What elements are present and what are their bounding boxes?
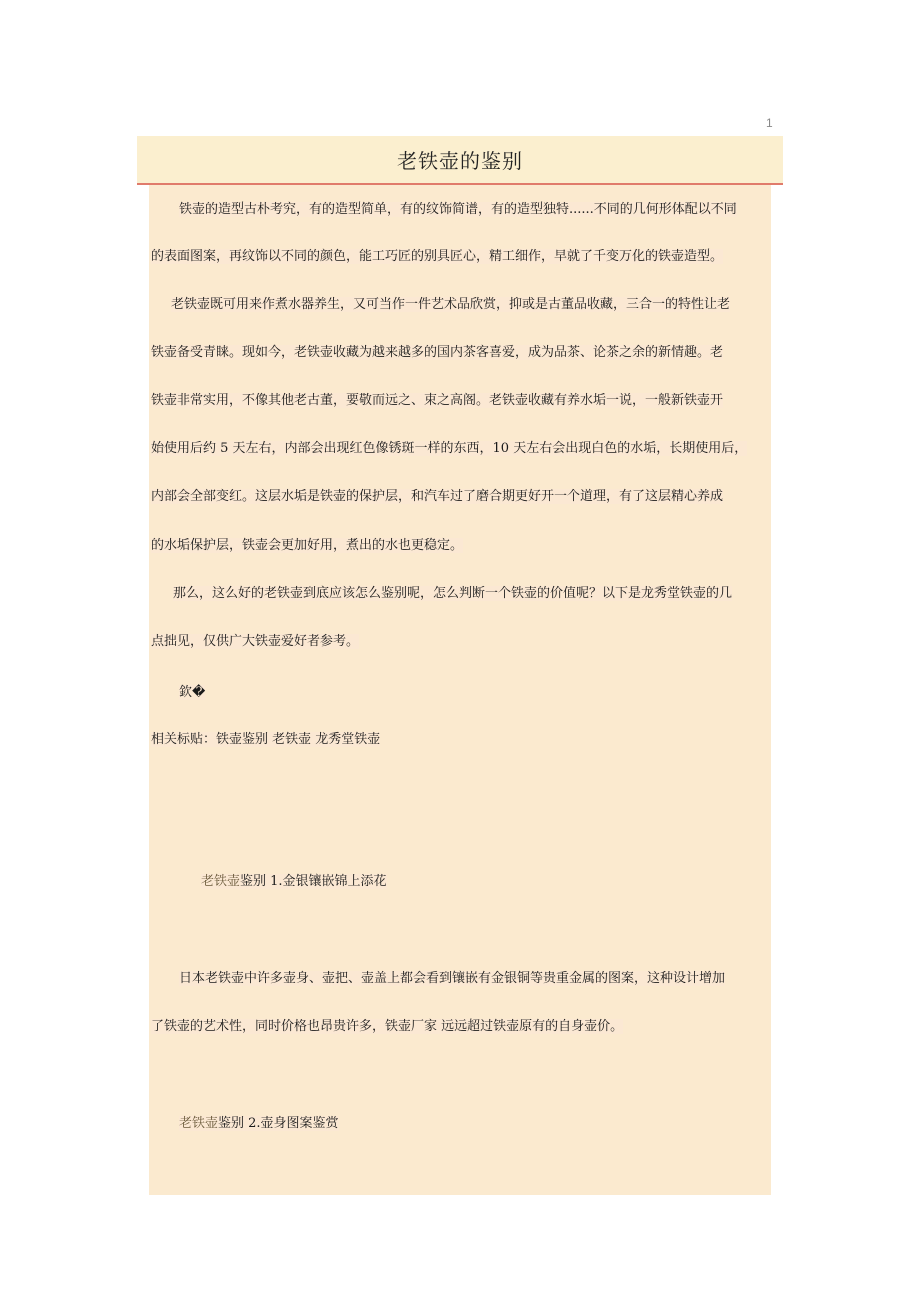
- related-tags: 相关标贴：铁壶鉴别 老铁壶 龙秀堂铁壶: [151, 732, 381, 747]
- page-number: 1: [766, 116, 773, 130]
- section-1-heading: 老铁壶鉴别 1.金银镶嵌锦上添花: [201, 874, 387, 889]
- paragraph-2-line-6: 的水垢保护层，铁壶会更加好用，煮出的水也更稳定。: [151, 538, 464, 553]
- garbled-text: 欽�: [179, 685, 206, 700]
- paragraph-2-line-3: 铁壶非常实用，不像其他老古董，要敬而远之、束之高阁。老铁壶收藏有养水垢一说，一般新铁壶开: [151, 393, 724, 408]
- paragraph-1-line-1: 铁壶的造型古朴考究，有的造型简单，有的纹饰简谱，有的造型独特......不同的几何形体配以不同: [179, 202, 737, 217]
- section-1-body-line-2: 了铁壶的艺术性，同时价格也昂贵许多，铁壶厂家 远远超过铁壶原有的自身壶价。: [151, 1019, 624, 1034]
- paragraph-3-line-1: 那么，这么好的老铁壶到底应该怎么鉴别呢，怎么判断一个铁壶的价值呢？以下是龙秀堂铁壶的几: [173, 586, 733, 601]
- paragraph-2-line-5: 内部会全部变红。这层水垢是铁壶的保护层，和汽车过了磨合期更好开一个道理，有了这层精心养成: [151, 489, 724, 504]
- paragraph-3-line-2: 点拙见，仅供广大铁壶爱好者参考。: [151, 634, 360, 649]
- paragraph-1-line-2: 的表面图案，再纹饰以不同的颜色，能工巧匠的别具匠心，精工细作，早就了千变万化的铁壶造型。: [151, 249, 724, 264]
- paragraph-2-line-4: 始使用后约 5 天左右，内部会出现红色像锈斑一样的东西，10 天左右会出现白色的水垢，长期使用后，: [151, 441, 748, 456]
- paragraph-2-line-1: 老铁壶既可用来作煮水器养生，又可当作一件艺术品欣赏，抑或是古董品收藏，三合一的特性让老: [171, 297, 731, 312]
- section-2-heading: 老铁壶鉴别 2.壶身图案鉴赏: [179, 1116, 339, 1131]
- section-1-body-line-1: 日本老铁壶中许多壶身、壶把、壶盖上都会看到镶嵌有金银铜等贵重金属的图案，这种设计增加: [179, 971, 726, 986]
- page-title: 老铁壶的鉴别: [397, 149, 523, 173]
- paragraph-2-line-2: 铁壶备受青睐。现如今，老铁壶收藏为越来越多的国内茶客喜爱，成为品茶、论茶之余的新情趣。老: [151, 345, 724, 360]
- title-band: [137, 136, 783, 185]
